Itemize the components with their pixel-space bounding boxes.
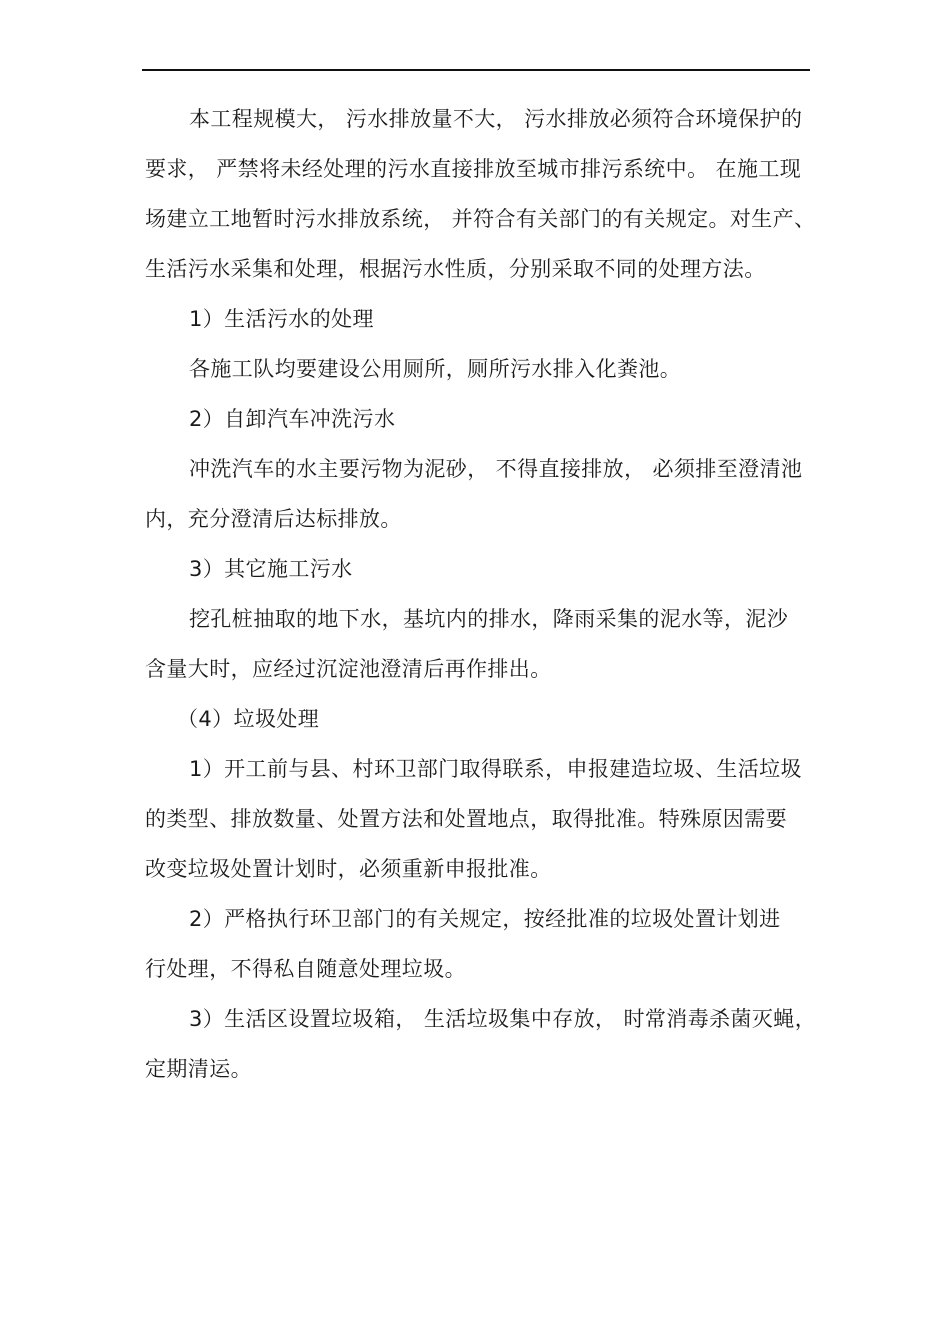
text-line: 内，充分澄清后达标排放。 [145,507,402,531]
paragraph-domestic-sewage [145,344,817,394]
heading-truck-wash [145,394,817,444]
text-line: 挖孔桩抽取的地下水，基坑内的排水，降雨采集的泥水等，泥沙 [189,607,789,631]
text-line: 1）生活污水的处理 [189,307,374,331]
text-line: （4）垃圾处理 [177,707,320,731]
text-line: 3）其它施工污水 [189,557,353,581]
paragraph-garbage-3 [145,994,817,1094]
heading-garbage-treatment [145,694,817,744]
text-line: 行处理，不得私自随意处理垃圾。 [145,957,466,981]
text-line: 各施工队均要建设公用厕所，厕所污水排入化粪池。 [189,357,682,381]
paragraph-truck-wash [145,444,817,544]
heading-other-sewage [145,544,817,594]
paragraph-garbage-2 [145,894,817,994]
paragraph-garbage-1 [145,744,817,894]
text-line: 改变垃圾处置计划时，必须重新申报批准。 [145,857,552,881]
text-line: 1）开工前与县、村环卫部门取得联系，申报建造垃圾、生活垃圾 [189,757,802,781]
text-line: 场建立工地暂时污水排放系统， 并符合有关部门的有关规定。对生产、 [145,207,816,231]
document-body [145,94,817,1094]
paragraph-wastewater-intro [145,94,817,294]
text-line: 2）自卸汽车冲洗污水 [189,407,396,431]
text-line: 定期清运。 [145,1057,252,1081]
text-line: 的类型、排放数量、处置方法和处置地点，取得批准。特殊原因需要 [145,807,787,831]
header-rule [142,69,810,71]
text-line: 含量大时，应经过沉淀池澄清后再作排出。 [145,657,552,681]
text-line: 生活污水采集和处理，根据污水性质，分别采取不同的处理方法。 [145,257,766,281]
text-line: 2）严格执行环卫部门的有关规定，按经批准的垃圾处置计划进 [189,907,781,931]
paragraph-other-sewage [145,594,817,694]
text-line: 3）生活区设置垃圾箱， 生活垃圾集中存放， 时常消毒杀菌灭蝇， [189,1007,817,1031]
text-line: 冲洗汽车的水主要污物为泥砂， 不得直接排放， 必须排至澄清池 [189,457,803,481]
heading-domestic-sewage [145,294,817,344]
text-line: 本工程规模大， 污水排放量不大， 污水排放必须符合环境保护的 [189,107,803,131]
text-line: 要求， 严禁将未经处理的污水直接排放至城市排污系统中。 在施工现 [145,157,802,181]
